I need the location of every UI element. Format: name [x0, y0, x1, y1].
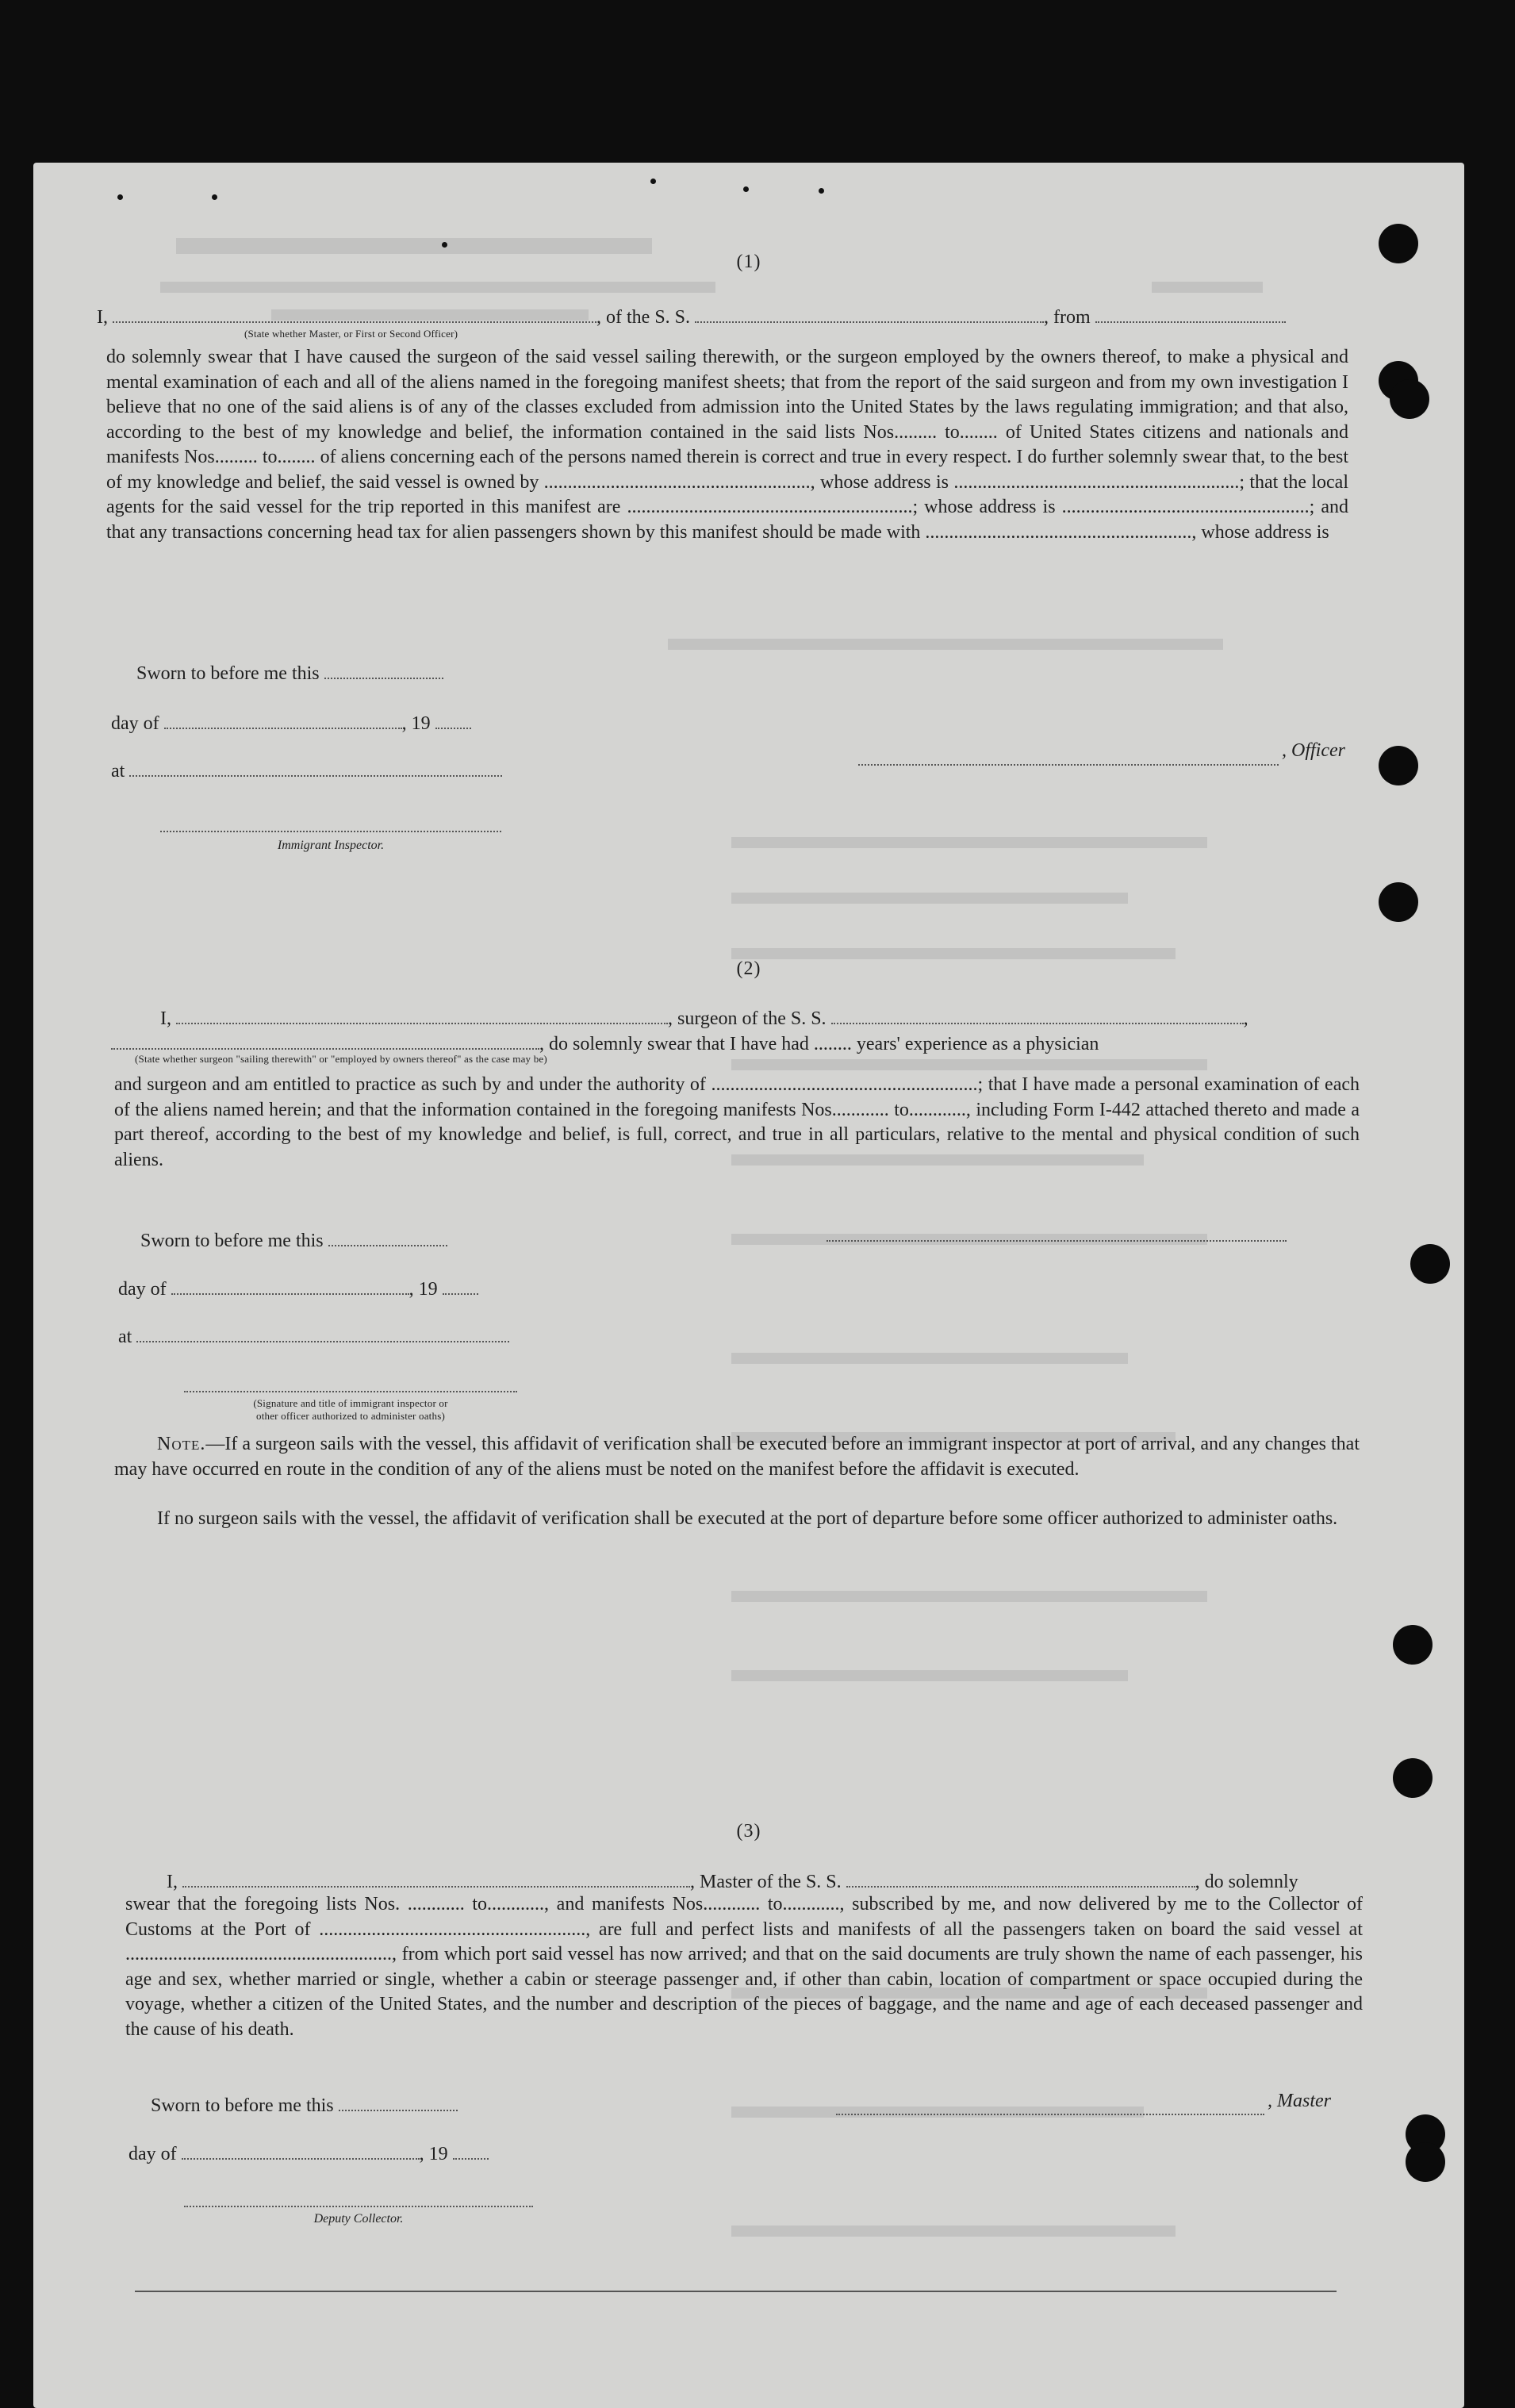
surgeon-status-hint: (State whether surgeon "sailing therewith" or "employed by owners thereof" as the case may be): [135, 1053, 547, 1065]
master-signature-line[interactable]: [836, 2114, 1264, 2115]
speck: [442, 242, 447, 248]
place-field[interactable]: [136, 1323, 509, 1342]
punch-hole: [1379, 224, 1418, 263]
year-label: , 19: [401, 713, 431, 734]
surgeon-name-field[interactable]: [176, 1005, 668, 1024]
sworn-line-3: [151, 2092, 458, 2117]
years-experience-label: , do solemnly swear that I have had ........ years' experience as a physician: [539, 1034, 1099, 1054]
at-line-2: [118, 1323, 509, 1348]
master-label: , Master: [1268, 2091, 1331, 2111]
section-2-second-line: [111, 1031, 1099, 1055]
section-1-oath-text: do solemnly swear that I have caused the surgeon of the said vessel sailing therewith, or the surgeon employed by the owners thereof, to make a physical and mental examination of each and all of the aliens named in the foregoing manifest sheets; that from the report of the said surgeon and from my own investigation I believe that no one of the said aliens is of any of the classes excluded from admission into the United States by the laws regulating immigration; and that also, according to the best of my knowledge and belief, the information contained in the said lists Nos......... to........ of United States citizens and nationals and manifests Nos......... to........ of aliens concerning each of the persons named therein is correct and true in every respect. I do further solemnly swear that, to the best of my knowledge and belief, the said vessel is owned by ........................................................, whose address is ............................................................; that the local agents for the said vessel for the trip reported in this manifest are ............................................................; whose address is ....................................................; and that any transactions concerning head tax for alien passengers shown by this manifest should be made with ........................................................, whose address is: [106, 347, 1348, 543]
sworn-label: Sworn to before me this: [136, 663, 320, 684]
year-field[interactable]: [443, 1276, 478, 1295]
deputy-collector-label: Deputy Collector.: [313, 2212, 404, 2226]
pronoun-label: I,: [160, 1008, 171, 1029]
from-label: , from: [1044, 307, 1091, 328]
month-field[interactable]: [164, 710, 402, 729]
do-solemnly-label: , do solemnly: [1195, 1872, 1298, 1892]
surgeon-ship-field[interactable]: [831, 1005, 1244, 1024]
speck: [650, 179, 656, 184]
punch-hole: [1379, 746, 1418, 785]
officer-signature-line[interactable]: [858, 764, 1279, 766]
officer-name-field[interactable]: [113, 304, 596, 323]
punch-hole: [1390, 379, 1429, 419]
collector-signature-line[interactable]: [184, 2206, 533, 2207]
surgeon-status-field[interactable]: [111, 1031, 539, 1050]
section-1-first-line: [97, 304, 1286, 328]
section-3-oath-text: swear that the foregoing lists Nos. ............ to............, and manifests Nos............ to............, subscribed by me, and now delivered by me to the Collector of Customs at the Port of ........................................................, are full and perfect lists and manifests of all the passengers taken on board the said vessel at ........................................................, from which port said vessel has now arrived; and that on the said documents are truly shown the name of each passenger, his age and sex, whether married or single, whether a cabin or steerage passenger and, if other than cabin, location of compartment or space occupied during the voyage, whether a citizen of the United States, and the number and description of the pieces of baggage, and the name and age of each deceased passenger and the cause of his death.: [125, 1894, 1363, 2040]
signature-hint-1: (Signature and title of immigrant inspector or: [253, 1397, 448, 1409]
signature-hint-2: other officer authorized to administer oaths): [256, 1410, 445, 1422]
officer-rank-hint: (State whether Master, or First or Second Officer): [244, 328, 458, 340]
punch-hole: [1393, 1758, 1433, 1798]
sworn-date-field[interactable]: [324, 660, 443, 679]
note-paragraph-2: If no surgeon sails with the vessel, the affidavit of verification shall be executed at the port of departure before some officer authorized to administer oaths.: [157, 1508, 1338, 1529]
of-ship-label: , of the S. S.: [596, 307, 691, 328]
speck: [743, 186, 749, 192]
day-of-label: day of: [128, 2144, 177, 2164]
bottom-rule: [135, 2291, 1337, 2292]
day-line-1: [111, 710, 471, 735]
master-name-field[interactable]: [182, 1868, 690, 1888]
section-3-first-line: [167, 1868, 1298, 1893]
day-line-2: [118, 1276, 478, 1300]
at-label: at: [111, 761, 125, 782]
pronoun-label: I,: [97, 307, 108, 328]
sworn-line-2: [140, 1227, 447, 1252]
sworn-line-1: [136, 660, 443, 685]
master-ship-field[interactable]: [846, 1868, 1195, 1888]
surgeon-of-ship-label: , surgeon of the S. S.: [668, 1008, 827, 1029]
sworn-date-field[interactable]: [339, 2092, 458, 2111]
immigrant-inspector-label: Immigrant Inspector.: [277, 839, 385, 852]
administering-officer-signature-line[interactable]: [184, 1391, 517, 1392]
speck: [117, 194, 123, 200]
punch-hole: [1406, 2142, 1445, 2182]
year-field[interactable]: [435, 710, 471, 729]
speck: [819, 188, 824, 194]
punch-hole: [1410, 1244, 1450, 1284]
sworn-label: Sworn to before me this: [140, 1231, 324, 1251]
section-2-first-line: I, , surgeon of the S. S. ,: [160, 1005, 1248, 1030]
place-field[interactable]: [129, 758, 502, 777]
section-1-number: (1): [736, 252, 761, 272]
month-field[interactable]: [182, 2141, 420, 2160]
speck: [212, 194, 217, 200]
punch-hole: [1393, 1625, 1433, 1665]
officer-label: , Officer: [1282, 740, 1345, 761]
day-of-label: day of: [111, 713, 159, 734]
at-line-1: [111, 758, 502, 782]
master-of-ship-label: , Master of the S. S.: [690, 1872, 842, 1892]
day-of-label: day of: [118, 1279, 167, 1300]
sworn-date-field[interactable]: [328, 1227, 447, 1246]
manifest-page: [33, 163, 1464, 2408]
section-3-number: (3): [736, 1821, 761, 1842]
punch-hole: [1379, 882, 1418, 922]
surgeon-signature-line[interactable]: [827, 1240, 1287, 1242]
sworn-label: Sworn to before me this: [151, 2095, 334, 2116]
month-field[interactable]: [171, 1276, 409, 1295]
year-field[interactable]: [453, 2141, 489, 2160]
year-label: , 19: [408, 1279, 438, 1300]
day-line-3: [128, 2141, 489, 2165]
at-label: at: [118, 1327, 132, 1347]
note-paragraph: [114, 1432, 1360, 1482]
pronoun-label: I,: [167, 1872, 178, 1892]
year-label: , 19: [419, 2144, 448, 2164]
section-2-number: (2): [736, 958, 761, 979]
ship-name-field[interactable]: [695, 304, 1044, 323]
inspector-signature-line[interactable]: [160, 831, 501, 832]
from-port-field[interactable]: [1095, 304, 1286, 323]
note-label: Note.: [157, 1434, 206, 1454]
note-text: —If a surgeon sails with the vessel, this affidavit of verification shall be executed before an immigrant inspector at port of arrival, and any changes that may have occurred en route in the condition of any of the aliens must be noted on the manifest before the affidavit is executed.: [114, 1434, 1360, 1480]
section-2-oath-text: and surgeon and am entitled to practice as such by and under the authority of ........................................................; that I have made a personal examination of each of the aliens named herein; and that the information contained in the foregoing manifests Nos............ to............, including Form I-442 attached thereto and made a part thereof, according to the best of my knowledge and belief, is full, correct, and true in all particulars, relative to the mental and physical condition of such aliens.: [114, 1074, 1360, 1170]
